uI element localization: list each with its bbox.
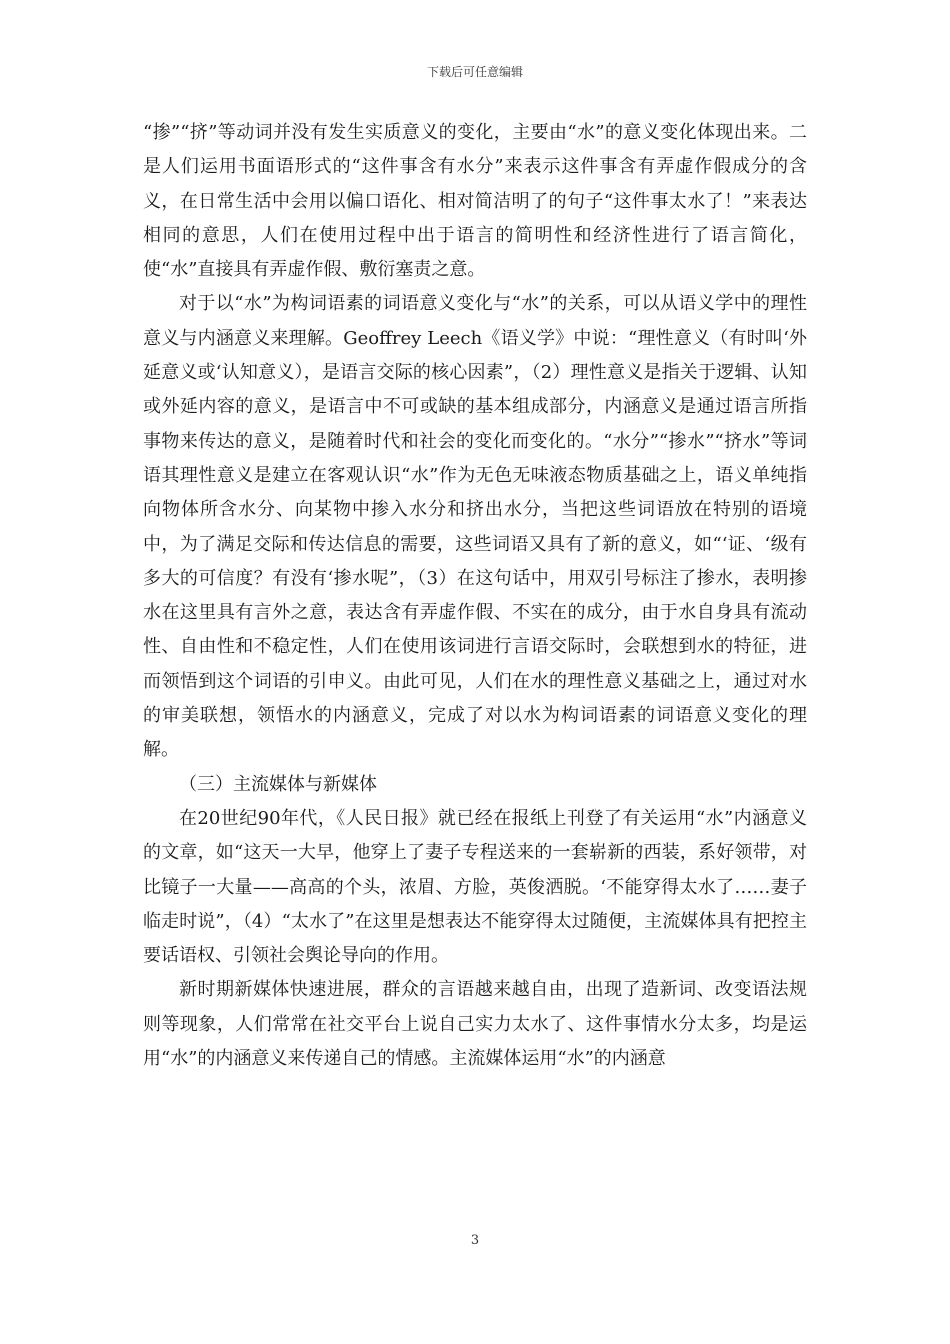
section-heading: （三）主流媒体与新媒体 [179,773,377,795]
paragraph-new-media: 新时期新媒体快速进展，群众的言语越来越自由，出现了造新词、改变语法规则等现象，人们常常在社交平台上说自己实力太水了、这件事情水分太多，均是运用“水”的内涵意义来传递自己的情感。主流媒体运用“水”的内涵意 [143,979,807,1070]
paragraph-semantics: 对于以“水”为构词语素的词语意义变化与“水”的关系，可以从语义学中的理性意义与内涵意义来理解。Geoffrey Leech《语义学》中说：“理性意义（有时叫‘外延意义或‘认知意义），是语言交际的核心因素”，（2）理性意义是指关于逻辑、认知或外延内容的意义，是语言中不可或缺的基本组成部分，内涵意义是通过语言所指事物来传达的意义，是随着时代和社会的变化而变化的。“水分”“掺水”“挤水”等词语其理性意义是建立在客观认识“水”作为无色无味液态物质基础之上，语义单纯指向物体所含水分、向某物中掺入水分和挤出水分，当把这些词语放在特别的语境中，为了满足交际和传达信息的需要，这些词语又具有了新的意义，如“‘证、‘级有多大的可信度？有没有‘掺水呢”，（3）在这句话中，用双引号标注了掺水，表明掺水在这里具有言外之意，表达含有弄虚作假、不实在的成分，由于水自身具有流动性、自由性和不稳定性，人们在使用该词进行言语交际时，会联想到水的特征，进而领悟到这个词语的引申义。由此可见，人们在水的理性意义基础之上，通过对水的审美联想，领悟水的内涵意义，完成了对以水为构词语素的词语意义变化的理解。 [143,293,807,761]
paragraph-continuation: “掺”“挤”等动词并没有发生实质意义的变化，主要由“水”的意义变化体现出来。二是人们运用书面语形式的“这件事含有水分”来表示这件事含有弄虚作假成分的含义，在日常生活中会用以偏口语化、相对简洁明了的句子“这件事太水了！”来表达相同的意思，人们在使用过程中出于语言的简明性和经济性进行了语言简化，使“水”直接具有弄虚作假、敷衍塞责之意。 [143,122,807,281]
document-body [143,116,807,1076]
page-number: 3 [470,1233,480,1248]
paragraph-mainstream-media: 在20世纪90年代，《人民日报》就已经在报纸上刊登了有关运用“水”内涵意义的文章，如“这天一大早，他穿上了妻子专程送来的一套崭新的西装，系好领带，对比镜子一大量——高高的个头，浓眉、方脸，英俊洒脱。‘不能穿得太水了……妻子临走时说”，（4）“太水了”在这里是想表达不能穿得太过随便，主流媒体具有把控主要话语权、引领社会舆论导向的作用。 [143,807,807,967]
page-header: 下载后可任意编辑 [426,65,523,79]
